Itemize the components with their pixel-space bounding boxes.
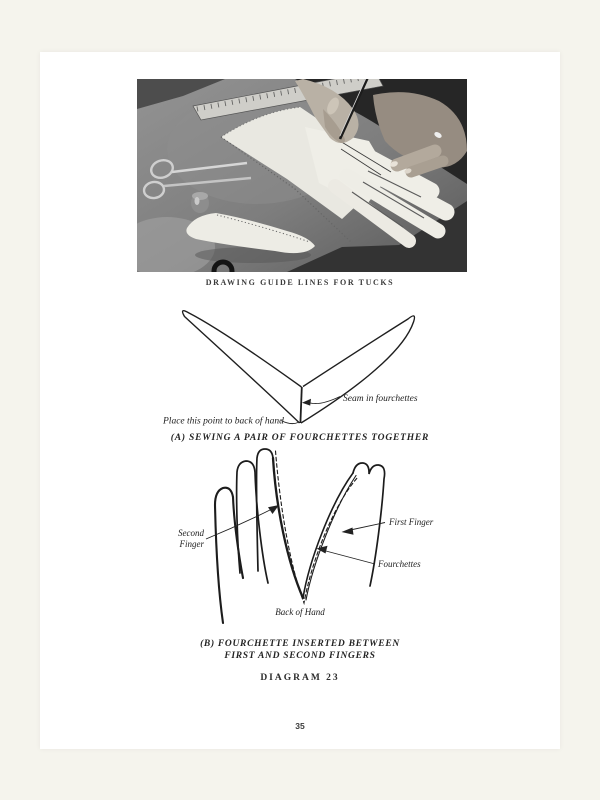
fourchette-edge bbox=[306, 476, 356, 601]
seam-label: Seam in fourchettes bbox=[343, 394, 418, 404]
thimble bbox=[191, 192, 209, 213]
point-label: Place this point to back of hand bbox=[163, 416, 284, 427]
diagram-number: DIAGRAM 23 bbox=[260, 673, 340, 683]
book-page bbox=[40, 52, 560, 749]
first-finger-label: First Finger bbox=[389, 517, 434, 527]
fourchettes-arrow bbox=[324, 551, 375, 565]
diagram-a-caption: (A) SEWING A PAIR OF FOURCHETTES TOGETHER bbox=[170, 433, 430, 443]
page-number: 35 bbox=[295, 721, 305, 731]
back-of-hand-label: Back of Hand bbox=[275, 607, 325, 617]
diagram-a-fourchettes bbox=[150, 295, 470, 430]
second-finger-label-1: Second bbox=[178, 528, 204, 538]
fourchette-left bbox=[183, 311, 302, 423]
v-left-edge bbox=[273, 458, 303, 598]
diagram-b-caption-line1: (B) FOURCHETTE INSERTED BETWEEN bbox=[200, 639, 400, 649]
photo-caption: DRAWING GUIDE LINES FOR TUCKS bbox=[205, 278, 395, 287]
fourchette-dashed-seam bbox=[276, 451, 359, 603]
diagram-b-caption-line2: FIRST AND SECOND FINGERS bbox=[224, 651, 376, 661]
diagram-b-caption bbox=[40, 638, 560, 662]
photo-drawing-guide-lines bbox=[137, 79, 467, 272]
fourchettes-label: Fourchettes bbox=[378, 559, 421, 569]
seam-line bbox=[300, 387, 301, 423]
diagram-b-fourchette-inserted bbox=[170, 445, 440, 625]
second-finger-label-2: Finger bbox=[179, 539, 204, 549]
fourchette-right bbox=[301, 316, 414, 423]
